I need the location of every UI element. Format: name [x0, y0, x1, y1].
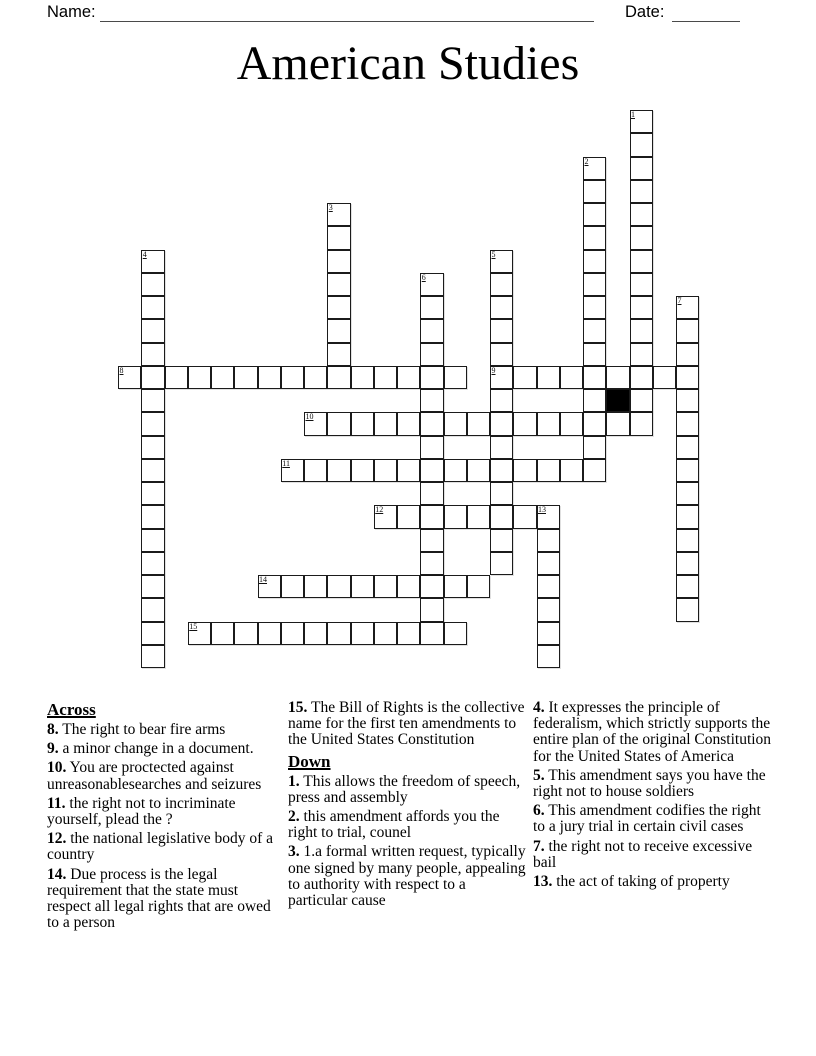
grid-cell — [234, 366, 257, 389]
grid-cell — [141, 412, 164, 435]
grid-cell — [444, 505, 467, 528]
grid-cell — [327, 459, 350, 482]
grid-cell — [327, 412, 350, 435]
clue-item: 14. Due process is the legal requirement that the state must respect all legal rights that are owed to a person — [47, 865, 271, 932]
grid-cell — [420, 296, 443, 319]
grid-cell — [374, 622, 397, 645]
cell-number: 2 — [584, 156, 589, 166]
grid-cell — [444, 622, 467, 645]
grid-cell — [560, 412, 583, 435]
grid-cell — [327, 273, 350, 296]
grid-cell — [560, 366, 583, 389]
clue-item: 9. a minor change in a document. — [47, 740, 254, 758]
grid-cell — [676, 366, 699, 389]
grid-cell — [141, 366, 164, 389]
clue-number-label: 7. — [533, 837, 545, 855]
grid-cell — [141, 552, 164, 575]
grid-cell — [490, 296, 513, 319]
date-label: Date: — [625, 3, 665, 21]
grid-cell — [420, 343, 443, 366]
grid-cell — [420, 529, 443, 552]
clue-item: 15. The Bill of Rights is the collective name for the first ten amendments to the United States Constitution — [288, 699, 525, 749]
clue-number-label: 12. — [47, 830, 67, 848]
grid-cell — [537, 645, 560, 668]
grid-cell — [630, 296, 653, 319]
grid-cell — [420, 319, 443, 342]
grid-cell — [420, 482, 443, 505]
grid-cell — [583, 459, 606, 482]
grid-cell — [513, 505, 536, 528]
grid-cell — [467, 459, 490, 482]
clue-number-label: 3. — [288, 843, 300, 861]
cell-number: 15 — [189, 621, 198, 631]
grid-cell — [537, 459, 560, 482]
grid-cell — [676, 459, 699, 482]
grid-cell — [420, 436, 443, 459]
grid-cell — [327, 296, 350, 319]
grid-cell — [676, 598, 699, 621]
grid-cell — [327, 622, 350, 645]
grid-cell — [420, 552, 443, 575]
page-title: American Studies — [236, 37, 580, 90]
clue-item: 13. the act of taking of property — [533, 873, 730, 891]
clue-number-label: 6. — [533, 802, 545, 820]
grid-cell — [537, 552, 560, 575]
grid-cell — [630, 343, 653, 366]
grid-cell — [420, 366, 443, 389]
grid-cell — [583, 343, 606, 366]
grid-cell — [606, 366, 629, 389]
grid-cell — [583, 296, 606, 319]
grid-cell — [211, 366, 234, 389]
grid-cell — [141, 319, 164, 342]
clue-column-across — [47, 700, 285, 934]
grid-cell — [676, 482, 699, 505]
grid-cell — [374, 366, 397, 389]
grid-cell — [374, 412, 397, 435]
grid-cell — [583, 412, 606, 435]
grid-cell — [188, 366, 211, 389]
grid-cell — [211, 622, 234, 645]
clue-item: 7. the right not to receive excessive bail — [533, 837, 753, 871]
grid-cell — [490, 459, 513, 482]
cell-number: 14 — [259, 575, 267, 584]
clue-item: 6. This amendment codifies the right to a jury trial in certain civil cases — [533, 802, 761, 836]
grid-cell — [420, 459, 443, 482]
grid-cell — [630, 180, 653, 203]
grid-cell — [234, 622, 257, 645]
grid-cell — [444, 366, 467, 389]
clue-number-label: 5. — [533, 766, 545, 784]
grid-cell — [537, 529, 560, 552]
grid-cell — [583, 180, 606, 203]
clue-number-label: 14. — [47, 865, 67, 883]
grid-cell — [630, 412, 653, 435]
clue-item: 11. the right not to incriminate yourself, plead the ? — [47, 794, 236, 829]
clue-number-label: 8. — [47, 721, 59, 738]
grid-cell — [537, 412, 560, 435]
grid-cell — [141, 529, 164, 552]
grid-cell — [583, 250, 606, 273]
clue-number-label: 2. — [288, 808, 300, 826]
grid-cell — [560, 459, 583, 482]
grid-cell — [513, 412, 536, 435]
grid-cell — [537, 366, 560, 389]
grid-cell — [258, 366, 281, 389]
crossword-grid — [118, 110, 700, 669]
grid-cell — [583, 319, 606, 342]
grid-cell — [583, 389, 606, 412]
grid-black-cell — [606, 389, 629, 412]
cell-number: 10 — [305, 412, 314, 422]
grid-cell — [420, 598, 443, 621]
grid-cell — [467, 575, 490, 598]
grid-cell — [141, 575, 164, 598]
grid-cell — [467, 412, 490, 435]
grid-cell — [397, 459, 420, 482]
grid-cell — [630, 273, 653, 296]
grid-cell — [420, 389, 443, 412]
grid-cell — [537, 622, 560, 645]
grid-cell — [374, 575, 397, 598]
cell-number: 1 — [631, 110, 635, 119]
clue-item: 10. You are proctected against unreasonablesearches and seizures — [47, 759, 262, 793]
date-blank-line — [672, 20, 740, 22]
clue-number-label: 15. — [288, 699, 308, 716]
grid-cell — [513, 366, 536, 389]
grid-cell — [467, 505, 490, 528]
grid-cell — [653, 366, 676, 389]
grid-cell — [141, 505, 164, 528]
grid-cell — [490, 389, 513, 412]
grid-cell — [397, 505, 420, 528]
clue-number-label: 10. — [47, 759, 67, 777]
grid-cell — [537, 575, 560, 598]
grid-cell — [583, 436, 606, 459]
grid-cell — [327, 366, 350, 389]
grid-cell — [490, 552, 513, 575]
clue-number-label: 11. — [47, 794, 66, 812]
grid-cell — [281, 575, 304, 598]
cell-number: 9 — [491, 365, 496, 375]
clue-list-header: Down — [288, 751, 331, 771]
grid-cell — [374, 459, 397, 482]
grid-cell — [630, 133, 653, 156]
grid-cell — [327, 226, 350, 249]
grid-cell — [676, 529, 699, 552]
clue-number-label: 4. — [533, 699, 545, 716]
grid-cell — [490, 412, 513, 435]
cell-number: 8 — [119, 365, 124, 375]
clue-number-label: 9. — [47, 740, 59, 758]
grid-cell — [630, 319, 653, 342]
clue-column-middle — [288, 700, 528, 912]
grid-cell — [583, 203, 606, 226]
grid-cell — [444, 459, 467, 482]
grid-cell — [490, 343, 513, 366]
grid-cell — [141, 459, 164, 482]
grid-cell — [141, 645, 164, 668]
grid-cell — [444, 412, 467, 435]
grid-cell — [420, 505, 443, 528]
grid-cell — [141, 273, 164, 296]
clue-item: 8. The right to bear fire arms — [47, 721, 226, 738]
cell-number: 11 — [282, 458, 290, 468]
grid-cell — [351, 459, 374, 482]
clue-item: 2. this amendment affords you the right to trial, counel — [288, 808, 500, 842]
grid-cell — [327, 343, 350, 366]
grid-cell — [327, 250, 350, 273]
clue-item: 4. It expresses the principle of federalism, which strictly supports the entire plan of the original Constitution for the United States of America — [533, 699, 772, 765]
grid-cell — [420, 575, 443, 598]
grid-cell — [513, 459, 536, 482]
grid-cell — [304, 622, 327, 645]
grid-cell — [676, 389, 699, 412]
grid-cell — [630, 366, 653, 389]
grid-cell — [327, 319, 350, 342]
grid-cell — [420, 412, 443, 435]
clue-column-down — [533, 700, 776, 893]
grid-cell — [490, 273, 513, 296]
grid-cell — [397, 622, 420, 645]
grid-cell — [304, 459, 327, 482]
grid-cell — [351, 366, 374, 389]
cell-number: 4 — [142, 249, 147, 259]
grid-cell — [444, 575, 467, 598]
grid-cell — [490, 319, 513, 342]
grid-cell — [165, 366, 188, 389]
grid-cell — [420, 622, 443, 645]
cell-number: 3 — [328, 203, 333, 212]
grid-cell — [490, 436, 513, 459]
grid-cell — [630, 250, 653, 273]
grid-cell — [141, 343, 164, 366]
clue-item: 12. the national legislative body of a country — [47, 830, 273, 864]
grid-cell — [676, 343, 699, 366]
grid-cell — [606, 412, 629, 435]
grid-cell — [141, 436, 164, 459]
grid-cell — [327, 575, 350, 598]
grid-cell — [258, 622, 281, 645]
cell-number: 13 — [538, 505, 546, 515]
cell-number: 7 — [677, 296, 682, 305]
grid-cell — [281, 622, 304, 645]
grid-cell — [490, 482, 513, 505]
grid-cell — [676, 505, 699, 528]
grid-cell — [490, 505, 513, 528]
grid-cell — [351, 412, 374, 435]
grid-cell — [141, 389, 164, 412]
grid-cell — [676, 575, 699, 598]
grid-cell — [141, 482, 164, 505]
grid-cell — [304, 575, 327, 598]
name-blank-line — [100, 20, 594, 22]
grid-cell — [676, 552, 699, 575]
grid-cell — [490, 529, 513, 552]
grid-cell — [630, 389, 653, 412]
clue-number-label: 13. — [533, 873, 553, 891]
grid-cell — [630, 157, 653, 180]
clue-item: 3. 1.a formal written request, typically one signed by many people, appealing to authority with respect to a particular cause — [288, 843, 526, 910]
clue-list-header: Across — [47, 700, 96, 719]
clue-item: 5. This amendment says you have the right not to house soldiers — [533, 766, 766, 801]
grid-cell — [583, 273, 606, 296]
grid-cell — [676, 412, 699, 435]
cell-number: 12 — [375, 505, 384, 515]
grid-cell — [630, 226, 653, 249]
grid-cell — [583, 226, 606, 249]
grid-cell — [676, 436, 699, 459]
grid-cell — [141, 622, 164, 645]
grid-cell — [397, 575, 420, 598]
grid-cell — [537, 598, 560, 621]
grid-cell — [281, 366, 304, 389]
grid-cell — [397, 412, 420, 435]
grid-cell — [304, 366, 327, 389]
grid-cell — [583, 366, 606, 389]
grid-cell — [676, 319, 699, 342]
clue-item: 1. This allows the freedom of speech, press and assembly — [288, 772, 521, 806]
grid-cell — [351, 575, 374, 598]
grid-cell — [630, 203, 653, 226]
name-label: Name: — [47, 3, 96, 21]
grid-cell — [351, 622, 374, 645]
clue-number-label: 1. — [288, 772, 300, 790]
grid-cell — [141, 598, 164, 621]
cell-number: 5 — [491, 249, 496, 259]
grid-cell — [397, 366, 420, 389]
grid-cell — [141, 296, 164, 319]
cell-number: 6 — [421, 272, 426, 282]
